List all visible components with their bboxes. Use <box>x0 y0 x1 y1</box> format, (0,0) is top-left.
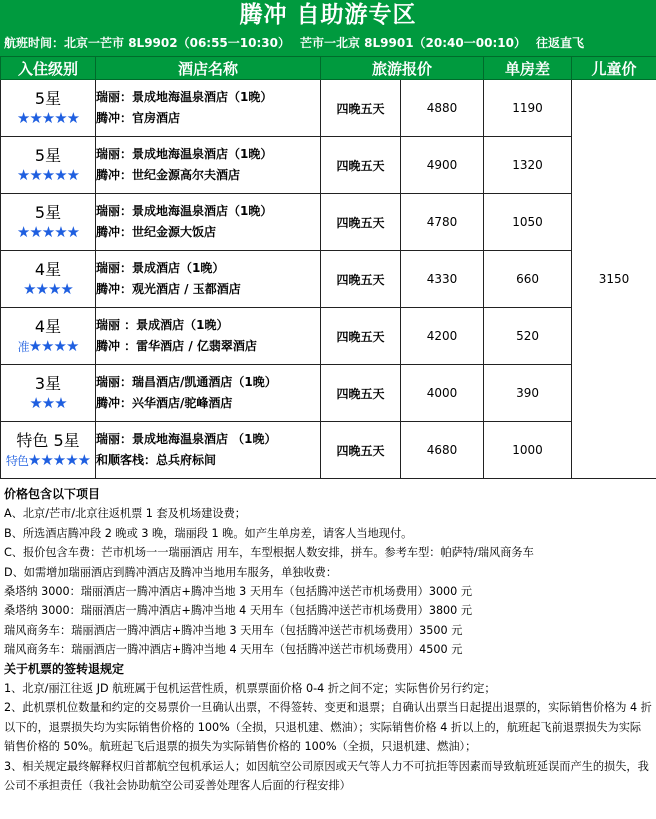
single-room-diff: 1000 <box>484 422 572 479</box>
level-name: 3星 <box>34 373 62 393</box>
hotel-tengchong: 腾冲 ：雷华酒店 / 亿翡翠酒店 <box>96 339 257 353</box>
tour-duration: 四晚五天 <box>321 308 401 365</box>
col-header-diff: 单房差 <box>484 57 572 80</box>
notes-line: 桑塔纳 3000：瑞丽酒店一腾冲酒店+腾冲当地 4 天用车（包括腾冲送芒市机场费用）3800 元 <box>4 604 473 618</box>
child-price: 3150 <box>572 80 656 479</box>
flight-return: 芒市一北京 8L9901（20:40一00:10） <box>299 36 526 50</box>
notes-line: 2、此机票机位数量和约定的交易票价一旦确认出票，不得签转、变更和退票；自确认出票当日起提出退票的，实际销售价格为 4 折以下的，退票损失均为实际销售价格的 100%（全损，只退机建、燃油）；实际销售价格 4 折以上的，航班起飞前退票损失为实际销售价格的 50%。航班起飞后退票的损失为实际销售价格的 100%（全损，只退机建、燃油）； <box>4 701 652 754</box>
table-row <box>1 365 656 422</box>
table-row <box>1 137 656 194</box>
level-name: 5星 <box>34 145 62 165</box>
notes-line: 瑞风商务车：瑞丽酒店一腾冲酒店+腾冲当地 4 天用车（包括腾冲送芒市机场费用）4500 元 <box>4 643 463 657</box>
tour-price: 4330 <box>401 251 484 308</box>
tour-price: 4900 <box>401 137 484 194</box>
notes-line: D、如需增加瑞丽酒店到腾冲酒店及腾冲当地用车服务，单独收费： <box>4 565 338 579</box>
tour-duration: 四晚五天 <box>321 194 401 251</box>
star-icon: ★★★★ <box>23 279 73 298</box>
level-cell <box>1 422 96 479</box>
tour-price: 4680 <box>401 422 484 479</box>
notes-line: B、所选酒店腾冲段 2 晚或 3 晚，瑞丽段 1 晚。如产生单房差，请客人当地现付。 <box>4 526 413 540</box>
table-row <box>1 251 656 308</box>
star-rating <box>6 451 90 469</box>
level-cell <box>1 251 96 308</box>
notes-line: A、北京/芒市/北京往返机票 1 套及机场建设费； <box>4 507 246 521</box>
col-header-price: 旅游报价 <box>321 57 484 80</box>
level-name: 5星 <box>34 88 62 108</box>
level-prefix: 准 <box>17 339 29 354</box>
flight-info <box>0 30 656 56</box>
hotel-ruili: 瑞丽：景成地海温泉酒店（1晚） <box>96 90 273 104</box>
hotel-cell <box>96 137 321 194</box>
star-icon: ★★★★★ <box>16 108 80 127</box>
tour-price: 4880 <box>401 80 484 137</box>
hotel-tengchong: 和顺客栈：总兵府标间 <box>96 453 217 467</box>
hotel-ruili: 瑞丽 ：景成酒店（1晚） <box>96 318 229 332</box>
notes-line: 瑞风商务车：瑞丽酒店一腾冲酒店+腾冲当地 3 天用车（包括腾冲送芒市机场费用）3500 元 <box>4 623 463 637</box>
star-icon: ★★★★★ <box>27 450 91 469</box>
notes-line: 3、相关规定最终解释权归首都航空包机承运人；如因航空公司原因或天气等人力不可抗拒等因素而导致航班延误而产生的损失，我公司不承担责任（我社会协助航空公司妥善处理客人后面的行程安排） <box>4 759 649 793</box>
single-room-diff: 660 <box>484 251 572 308</box>
hotel-ruili: 瑞丽：景成地海温泉酒店 （1晚） <box>96 432 277 446</box>
flight-note: 往返直飞 <box>535 36 584 50</box>
table-row <box>1 308 656 365</box>
notes-heading-includes: 价格包含以下项目 <box>4 487 101 501</box>
hotel-ruili: 瑞丽：景成酒店（1晚） <box>96 261 225 275</box>
single-room-diff: 390 <box>484 365 572 422</box>
level-prefix: 特色 <box>5 453 28 468</box>
notes-line: 桑塔纳 3000：瑞丽酒店一腾冲酒店+腾冲当地 3 天用车（包括腾冲送芒市机场费用）3000 元 <box>4 585 473 599</box>
tour-price: 4780 <box>401 194 484 251</box>
col-header-child: 儿童价 <box>572 57 656 80</box>
level-name: 特色 5星 <box>16 430 80 450</box>
page-title: 腾冲 自助游专区 <box>239 1 417 28</box>
hotel-tengchong: 腾冲：世纪金源高尔夫酒店 <box>96 168 241 182</box>
table-row <box>1 194 656 251</box>
level-cell <box>1 80 96 137</box>
tour-duration: 四晚五天 <box>321 137 401 194</box>
star-rating <box>17 223 79 241</box>
tour-price: 4000 <box>401 365 484 422</box>
flight-outbound: 北京一芒市 8L9902（06:55一10:30） <box>64 36 290 50</box>
hotel-ruili: 瑞丽：瑞昌酒店/凯通酒店（1晚） <box>96 375 277 389</box>
notes-heading-ticket-rules: 关于机票的签转退规定 <box>4 661 125 676</box>
rate-table <box>0 56 656 479</box>
hotel-tengchong: 腾冲：兴华酒店/驼峰酒店 <box>96 396 233 410</box>
star-icon: ★★★★ <box>28 336 79 355</box>
level-name: 4星 <box>34 259 62 279</box>
hotel-cell <box>96 308 321 365</box>
hotel-cell <box>96 365 321 422</box>
notes-line: C、报价包含车费：芒市机场一一瑞丽酒店 用车，车型根据人数安排，拼车。参考车型：帕萨特/瑞风商务车 <box>4 546 534 560</box>
hotel-cell <box>96 194 321 251</box>
single-room-diff: 1320 <box>484 137 572 194</box>
hotel-tengchong: 腾冲：世纪金源大饭店 <box>96 225 217 239</box>
hotel-cell <box>96 422 321 479</box>
hotel-ruili: 瑞丽：景成地海温泉酒店（1晚） <box>96 147 273 161</box>
hotel-tengchong: 腾冲：官房酒店 <box>96 111 181 125</box>
level-cell <box>1 308 96 365</box>
star-rating <box>17 109 79 127</box>
star-rating <box>29 394 66 412</box>
tour-duration: 四晚五天 <box>321 251 401 308</box>
hotel-tengchong: 腾冲：观光酒店 / 玉都酒店 <box>96 282 241 296</box>
level-cell <box>1 194 96 251</box>
star-rating <box>18 337 79 355</box>
tour-duration: 四晚五天 <box>321 365 401 422</box>
level-name: 5星 <box>34 202 62 222</box>
table-header-row <box>1 57 656 80</box>
star-rating <box>23 280 73 298</box>
single-room-diff: 1050 <box>484 194 572 251</box>
single-room-diff: 520 <box>484 308 572 365</box>
hotel-cell <box>96 251 321 308</box>
hotel-cell <box>96 80 321 137</box>
star-icon: ★★★★★ <box>16 165 80 184</box>
hotel-ruili: 瑞丽：景成地海温泉酒店（1晚） <box>96 204 273 218</box>
single-room-diff: 1190 <box>484 80 572 137</box>
star-icon: ★★★ <box>29 393 67 412</box>
col-header-level: 入住级别 <box>1 57 96 80</box>
flight-label: 航班时间： <box>4 36 65 50</box>
table-row <box>1 80 656 137</box>
tour-price: 4200 <box>401 308 484 365</box>
level-name: 4星 <box>34 316 62 336</box>
level-cell <box>1 365 96 422</box>
notes-line: 1、北京/丽江往返 JD 航班属于包机运营性质，机票票面价格 0-4 折之间不定；实际售价另行约定； <box>4 682 496 696</box>
level-cell <box>1 137 96 194</box>
tour-duration: 四晚五天 <box>321 422 401 479</box>
col-header-hotel: 酒店名称 <box>96 57 321 80</box>
tour-duration: 四晚五天 <box>321 80 401 137</box>
star-rating <box>17 166 79 184</box>
star-icon: ★★★★★ <box>16 222 80 241</box>
header-banner <box>0 0 656 56</box>
notes-section <box>0 479 656 796</box>
table-row <box>1 422 656 479</box>
